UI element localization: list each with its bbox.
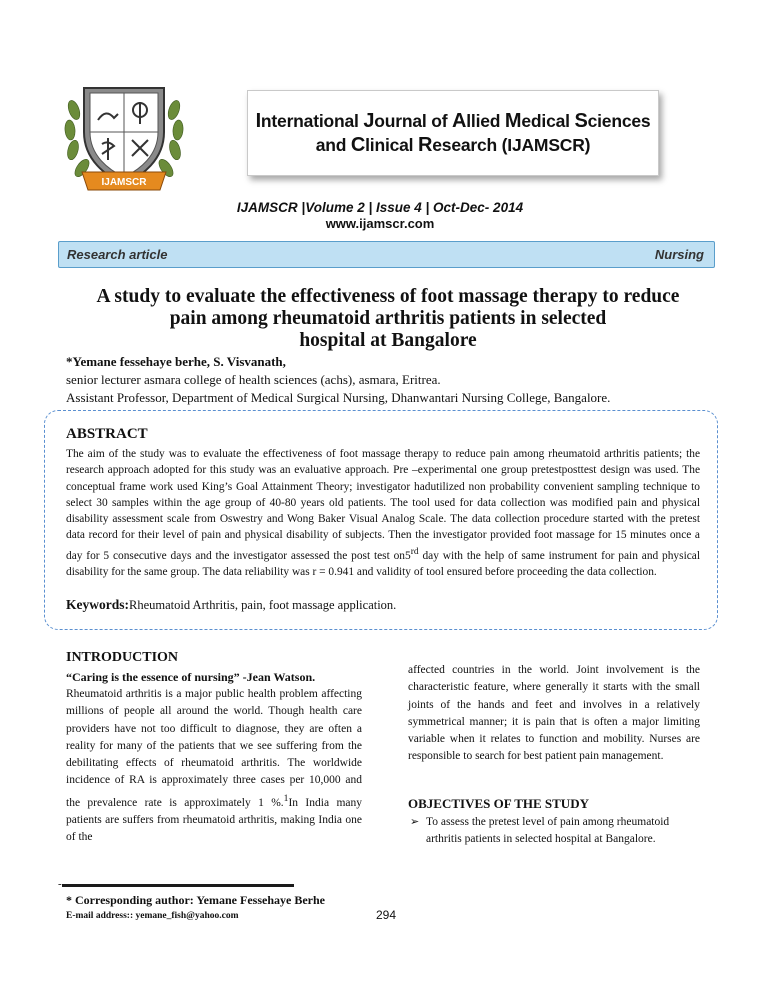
introduction-heading: INTRODUCTION	[66, 650, 179, 665]
article-title	[60, 286, 716, 352]
abstract-text-b: day with the help of same instrument for pain and physical disability for the same group. The data reliability was r = 0.941 and validity of tool ensured before proceeding the data collection.	[66, 549, 701, 578]
journal-l1-initial-1: J	[363, 110, 375, 132]
intro-text-a: Rheumatoid arthritis is a major public health problem affecting millions of people all around the world. Though health care providers have not too difficult to diagnose, they are often a reality for many of the patients that we see suffering from the debilitating effects of rheumatoid arthritis. The worldwide incidence of RA is approximately three cases per 10,000 and the prevalence rate is approximately 1 %.	[66, 688, 362, 809]
journal-logo	[64, 80, 184, 198]
journal-l1-word-1: ournal of	[374, 111, 452, 131]
journal-l1-initial-4: S	[574, 110, 588, 132]
keywords-list: Rheumatoid Arthritis, pain, foot massage application.	[129, 598, 397, 612]
journal-l1-word-0: nternational	[260, 111, 364, 131]
journal-l2-word-1: linical	[365, 135, 418, 155]
keywords-label: Keywords:	[66, 597, 129, 612]
affiliation-1: senior lecturer asmara college of health sciences (achs), asmara, Eritrea.	[66, 372, 441, 387]
author-email[interactable]: E-mail address:: yemane_fish@yahoo.com	[66, 911, 239, 921]
journal-banner	[247, 90, 659, 176]
objective-text: To assess the pretest level of pain among rheumatoid arthritis patients in selected hospital at Bangalore.	[426, 816, 670, 846]
journal-l2-initial-2: R	[418, 134, 433, 156]
article-category-label: Nursing	[654, 247, 704, 262]
journal-l2-word-2: esearch (IJAMSCR)	[432, 135, 591, 155]
journal-name-line1	[256, 109, 651, 133]
abstract-sup: rd	[410, 546, 419, 557]
logo-text: IJAMSCR	[101, 177, 147, 188]
intro-text-b: In India many patients are suffers from rheumatoid arthritis, making India one of the	[66, 796, 362, 844]
introduction-body	[66, 686, 362, 847]
abstract-heading: ABSTRACT	[66, 426, 148, 442]
introduction-quote: “Caring is the essence of nursing” -Jean Watson.	[66, 670, 316, 684]
keywords	[66, 597, 396, 613]
affiliation-2: Assistant Professor, Department of Medical Surgical Nursing, Dhanwantari Nursing College, Bangalore.	[66, 390, 611, 405]
footnote-divider	[62, 884, 294, 887]
journal-website-link[interactable]: www.ijamscr.com	[325, 216, 435, 231]
journal-l1-word-2: llied	[466, 111, 505, 131]
corresponding-author: * Corresponding author: Yemane Fessehaye Berhe	[66, 893, 325, 907]
page-number: 294	[376, 908, 397, 922]
introduction-continued: affected countries in the world. Joint involvement is the characteristic feature, where generally it starts with the small joints of the hands and feet and involves in a relatively symmetrical manner; it is pain that is often a major limiting variable when it relates to function and mobility. Nurses are responsible to search for best patient pain management.	[408, 664, 700, 763]
journal-name-line2	[316, 133, 591, 157]
article-type-bar	[58, 241, 715, 268]
journal-l1-word-4: ciences	[587, 111, 651, 131]
intro-sup: 1	[283, 792, 289, 804]
title-line-1: A study to evaluate the effectiveness of foot massage therapy to reduce	[96, 286, 680, 307]
journal-l1-word-3: edical	[521, 111, 575, 131]
journal-l2-initial-1: C	[350, 134, 366, 156]
title-line-3: hospital at Bangalore	[299, 330, 477, 351]
abstract-text-a: The aim of the study was to evaluate the effectiveness of foot massage therapy to reduce pain among rheumatoid arthritis patients; the research approach adopted for this study was an evaluative approach. Pre –experimental one group pretestposttest design was used. The conceptual frame work used King’s Goal Attainment Theory; investigator hadutilized non probability convenient sampling technique to select 30 samples within the age group of 40-80 years old patients. The tool used for data collection was modified pain and physical disability assessment scale from Oswestry and Wong Baker Visual Analog Scale. The data collection procedure started with the pretest data record for their level of pain and physical disability of subjects. Then the investigator provided foot massage for 15 minutes once a day for 5 consecutive days and the investigator assessed the post test on5	[66, 448, 700, 562]
issue-info: IJAMSCR |Volume 2 | Issue 4 | Oct-Dec- 2014	[236, 200, 524, 215]
objectives-heading: OBJECTIVES OF THE STUDY	[408, 796, 589, 811]
title-line-2: pain among rheumatoid arthritis patients in selected	[169, 308, 607, 329]
authors: *Yemane fessehaye berhe, S. Visvanath,	[66, 354, 286, 369]
footnote-tick-icon: ‑	[58, 878, 62, 890]
bullet-arrow-icon: ➢	[410, 816, 420, 828]
journal-l1-initial-0: I	[255, 110, 261, 132]
journal-l1-initial-2: A	[452, 110, 467, 132]
article-type-label: Research article	[67, 247, 168, 262]
abstract-body	[66, 446, 700, 580]
journal-l2-word-0: and	[315, 135, 351, 155]
journal-l1-initial-3: M	[504, 110, 522, 132]
